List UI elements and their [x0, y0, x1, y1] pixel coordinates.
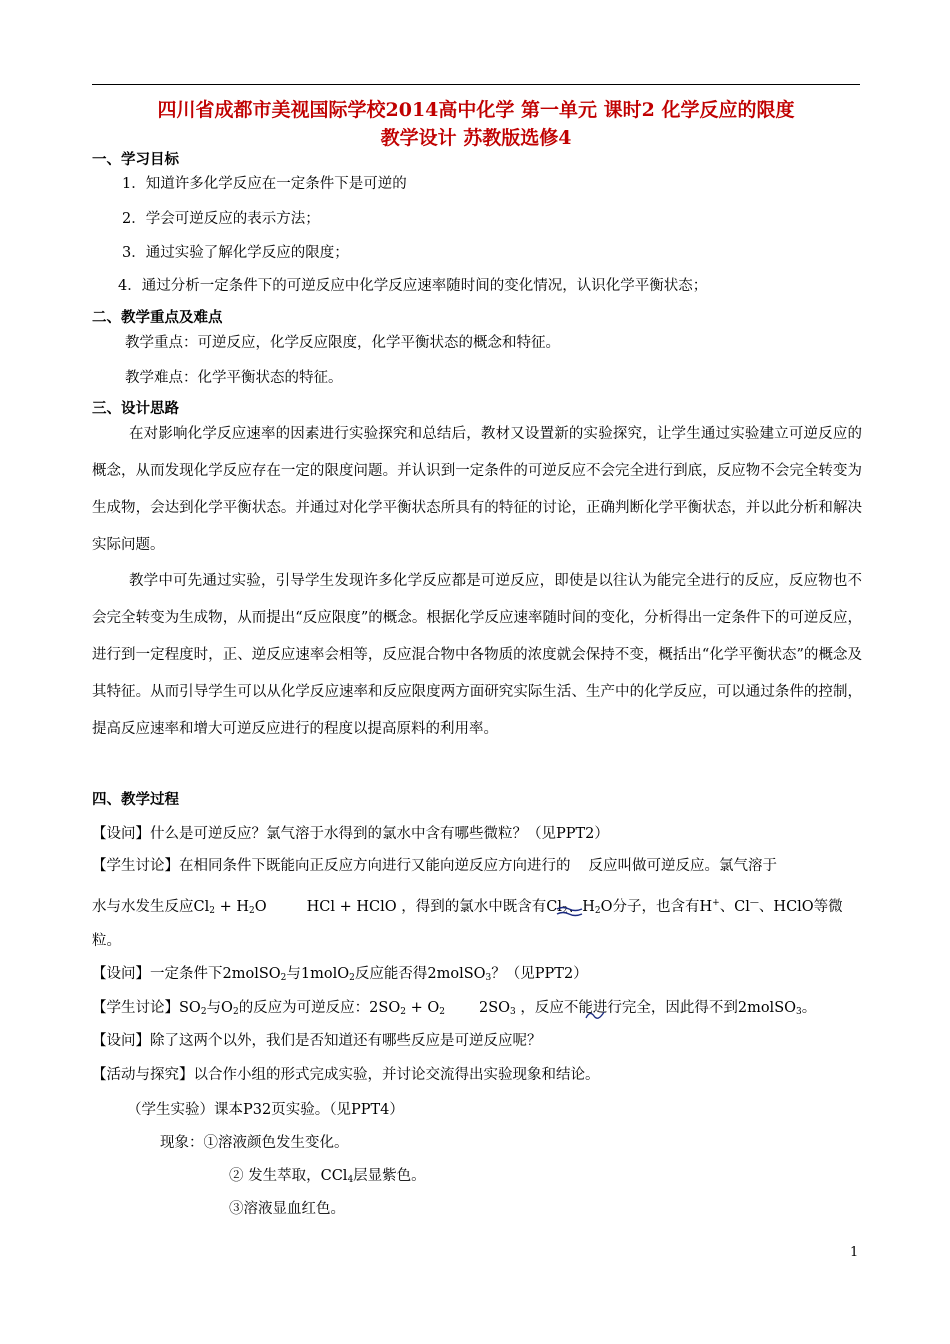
observation-text: 层显紫色。	[353, 1168, 426, 1184]
design-paragraph-1: 在对影响化学反应速率的因素进行实验探究和总结后，教材又设置新的实验探究，让学生通过实验建立可逆反应的概念，从而发现化学反应存在一定的限度问题。并认识到一定条件的可逆反应不会完全进行到底，反应物不会完全转变为生成物，会达到化学平衡状态。并通过对化学平衡状态所具有的特征的讨论，正确判断化学平衡状态，并以此分析和解决实际问题。	[92, 426, 862, 553]
question-text: ？（见PPT2）	[491, 966, 588, 982]
design-paragraph-2: 教学中可先通过实验，引导学生发现许多化学反应都是可逆反应，即使是以往认为能完全进行的反应，反应物也不会完全转变为生成物，从而提出“反应限度”的概念。根据化学反应速率随时间的变化，分析得出一定条件下的可逆反应，进行到一定程度时，正、逆反应速率会相等，反应混合物中各物质的浓度就会保持不变，概括出“化学平衡状态”的概念及其特征。从而引导学生可以从化学反应速率和反应限度两方面研究实际生活、生产中的化学反应，可以通过条件的控制，提高反应速率和增大可逆反应进行的程度以提高原料的利用率。	[92, 573, 862, 737]
subscript: 2	[248, 906, 255, 916]
subscript: 3	[485, 973, 492, 983]
student-experiment: （学生实验）课本P32页实验。（见PPT4）	[127, 1102, 404, 1118]
section-heading-key-points: 二、教学重点及难点	[92, 310, 223, 326]
formula-text: + O	[405, 1000, 440, 1016]
observation-2	[229, 1166, 426, 1190]
formula-text: ，反应不能进行完全，因此得不到2molSO	[515, 1000, 797, 1016]
formula-text: 、HClO等微	[758, 899, 843, 915]
subscript: 3	[796, 1007, 802, 1017]
discussion-1-line2	[92, 893, 843, 921]
formula-text: 2SO	[478, 1000, 511, 1016]
subscript: 3	[510, 1007, 516, 1017]
formula-text: 水与水发生反应Cl	[92, 899, 210, 915]
question-text: 一定条件下2molSO	[150, 966, 281, 982]
objective-item-4: 4．通过分析一定条件下的可逆反应中化学反应速率随时间的变化情况，认识化学平衡状态；	[118, 278, 708, 294]
formula-text: SO	[179, 1000, 201, 1016]
question-tag: 【设问】	[92, 966, 150, 982]
formula-text: 。	[801, 1000, 817, 1016]
formula-text: 的反应为可逆反应：2SO	[238, 1000, 401, 1016]
question-text: 反应能否得2molSO	[354, 966, 486, 982]
discussion-2	[92, 998, 816, 1022]
activity-text: 以合作小组的形式完成实验，并讨论交流得出实验现象和结论。	[193, 1067, 600, 1083]
handwritten-mark-icon	[556, 906, 584, 918]
formula-text: HCl + HClO ，得到的氯水中既含有Cl	[306, 899, 562, 915]
header-rule	[92, 84, 860, 85]
discussion-tag: 【学生讨论】	[92, 1000, 179, 1016]
key-point-text: 教学重点：可逆反应，化学反应限度，化学平衡状态的概念和特征。	[125, 335, 560, 351]
section-heading-objectives: 一、学习目标	[92, 152, 179, 168]
discussion-1-line3: 粒。	[92, 933, 121, 949]
observation-1: 现象：①溶液颜色发生变化。	[160, 1135, 349, 1151]
formula-text: O分子，也含有H	[600, 899, 713, 915]
formula-text: O	[254, 899, 267, 915]
formula-text: 、H	[567, 899, 595, 915]
formula-text: 、Cl	[719, 899, 750, 915]
observation-3: ③溶液显血红色。	[229, 1201, 345, 1217]
page-number: 1	[850, 1245, 859, 1260]
subscript: 2	[200, 1007, 207, 1017]
question-text: 什么是可逆反应？氯气溶于水得到的氯水中含有哪些微粒？（见PPT2）	[150, 826, 609, 842]
section-heading-design: 三、设计思路	[92, 401, 179, 417]
subscript: 2	[561, 906, 568, 916]
handwritten-mark-icon	[584, 1008, 608, 1020]
objective-item-1: 1．知道许多化学反应在一定条件下是可逆的	[122, 176, 407, 192]
superscript: —	[749, 898, 759, 908]
subscript: 4	[347, 1175, 354, 1185]
discussion-text: 反应叫做可逆反应。氯气溶于	[588, 858, 777, 874]
subscript: 2	[439, 1007, 445, 1017]
discussion-text: 在相同条件下既能向正反应方向进行又能向逆反应方向进行的	[179, 858, 571, 874]
subscript: 2	[594, 906, 601, 916]
difficulty-text: 教学难点：化学平衡状态的特征。	[125, 370, 343, 386]
subscript: 2	[400, 1007, 406, 1017]
activity-tag: 【活动与探究】	[92, 1067, 194, 1083]
discussion-1-line1	[92, 856, 777, 876]
superscript: +	[712, 898, 720, 908]
question-tag: 【设问】	[92, 826, 150, 842]
subscript: 2	[209, 906, 215, 916]
activity-1	[92, 1065, 600, 1085]
subscript: 2	[232, 1007, 239, 1017]
question-3	[92, 1031, 542, 1051]
question-1	[92, 824, 609, 844]
observation-text: ② 发生萃取，CCl	[229, 1168, 348, 1184]
subscript: 2	[280, 973, 287, 983]
objective-item-3: 3．通过实验了解化学反应的限度；	[122, 245, 349, 261]
discussion-tag: 【学生讨论】	[92, 858, 179, 874]
question-tag: 【设问】	[92, 1033, 150, 1049]
question-text: 除了这两个以外，我们是否知道还有哪些反应是可逆反应呢？	[150, 1033, 542, 1049]
section-heading-process: 四、教学过程	[92, 792, 179, 808]
formula-text: + H	[214, 899, 249, 915]
document-title-line2: 教学设计 苏教版选修4	[380, 127, 572, 149]
document-title-line1: 四川省成都市美视国际学校2014高中化学 第一单元 课时2 化学反应的限度	[157, 99, 795, 121]
subscript: 2	[349, 973, 355, 983]
formula-text: 与O	[206, 1000, 233, 1016]
objective-item-2: 2．学会可逆反应的表示方法；	[122, 211, 320, 227]
question-text: 与1molO	[286, 966, 350, 982]
question-2	[92, 964, 588, 988]
